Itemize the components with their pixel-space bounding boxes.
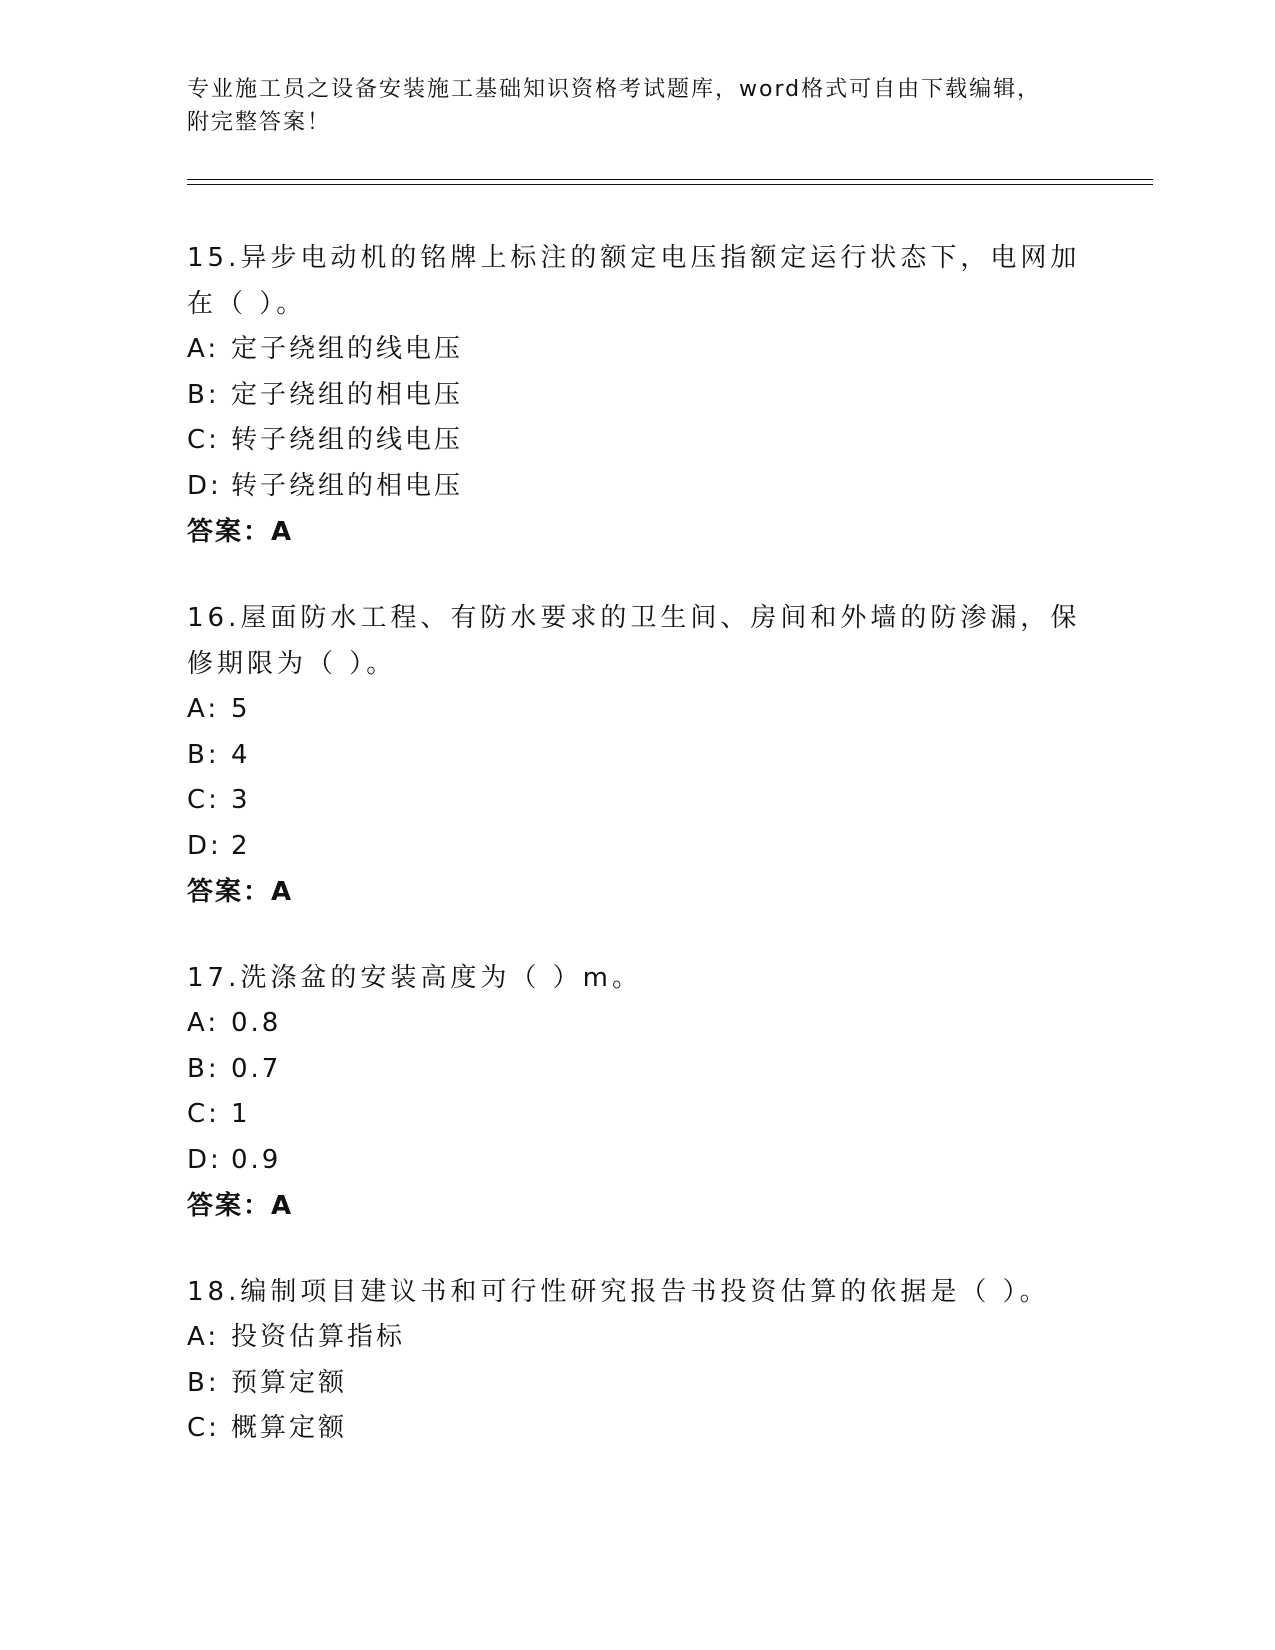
option-label: B: (187, 1367, 220, 1398)
header-rule-bottom (187, 184, 1153, 185)
option-label: A: (187, 334, 220, 364)
option-text: 0.8 (231, 1008, 282, 1038)
option-label: B: (187, 1053, 220, 1084)
option-text: 转子绕组的相电压 (231, 470, 464, 501)
option-row (187, 824, 1087, 870)
option-row (187, 327, 1087, 373)
option-label: C: (187, 1099, 220, 1129)
option-text: 转子绕组的线电压 (231, 425, 464, 455)
option-label: C: (187, 1413, 220, 1443)
question-block (187, 1269, 1087, 1452)
question-text (187, 595, 1087, 687)
question-stem: 洗涤盆的安装高度为（ ）m。 (240, 963, 642, 993)
option-text: 定子绕组的线电压 (231, 334, 464, 364)
option-row (187, 1406, 1087, 1452)
option-row (187, 373, 1087, 419)
option-label: D: (187, 470, 222, 501)
option-label: A: (187, 1008, 220, 1038)
option-row (187, 418, 1087, 464)
question-stem: 屋面防水工程、有防水要求的卫生间、房间和外墙的防渗漏，保修期限为（ ）。 (187, 603, 1081, 679)
header-line-2: 附完整答案！ (187, 110, 332, 135)
document-header (187, 73, 1067, 139)
question-number: 15. (187, 243, 241, 273)
question-block (187, 955, 1087, 1229)
option-label: A: (187, 1322, 220, 1352)
option-text: 3 (231, 785, 251, 815)
option-text: 定子绕组的相电压 (231, 379, 464, 410)
question-text (187, 1269, 1087, 1315)
option-row (187, 1047, 1087, 1093)
option-text: 预算定额 (231, 1367, 348, 1398)
answer-line: 答案：A (187, 517, 294, 547)
option-text: 0.9 (231, 1144, 282, 1175)
question-number: 17. (187, 963, 241, 993)
question-stem: 异步电动机的铭牌上标注的额定电压指额定运行状态下，电网加在（ ）。 (187, 243, 1081, 319)
option-text: 概算定额 (231, 1413, 348, 1443)
question-block (187, 235, 1087, 555)
header-rule-top (187, 179, 1153, 180)
answer-line: 答案：A (187, 1191, 294, 1221)
option-label: D: (187, 1144, 222, 1175)
option-row (187, 1361, 1087, 1407)
question-block (187, 595, 1087, 915)
question-list (187, 235, 1087, 1492)
option-text: 4 (231, 739, 251, 770)
option-text: 1 (231, 1099, 251, 1129)
question-text (187, 235, 1087, 327)
option-row (187, 1138, 1087, 1184)
question-text (187, 955, 1087, 1001)
answer-line: 答案：A (187, 877, 294, 907)
option-text: 0.7 (231, 1053, 282, 1084)
option-text: 投资估算指标 (231, 1322, 406, 1352)
option-label: B: (187, 379, 220, 410)
option-row (187, 733, 1087, 779)
option-label: C: (187, 425, 220, 455)
header-line-1: 专业施工员之设备安装施工基础知识资格考试题库，word格式可自由下载编辑， (187, 77, 1042, 102)
question-number: 16. (187, 603, 241, 633)
option-text: 2 (231, 830, 251, 861)
option-row (187, 464, 1087, 510)
option-label: B: (187, 739, 220, 770)
option-row (187, 1092, 1087, 1138)
option-text: 5 (231, 694, 251, 724)
option-row (187, 1001, 1087, 1047)
question-number: 18. (187, 1277, 241, 1307)
option-label: C: (187, 785, 220, 815)
option-label: D: (187, 830, 222, 861)
option-row (187, 687, 1087, 733)
option-row (187, 778, 1087, 824)
option-label: A: (187, 694, 220, 724)
question-stem: 编制项目建议书和可行性研究报告书投资估算的依据是（ ）。 (240, 1277, 1050, 1307)
option-row (187, 1315, 1087, 1361)
